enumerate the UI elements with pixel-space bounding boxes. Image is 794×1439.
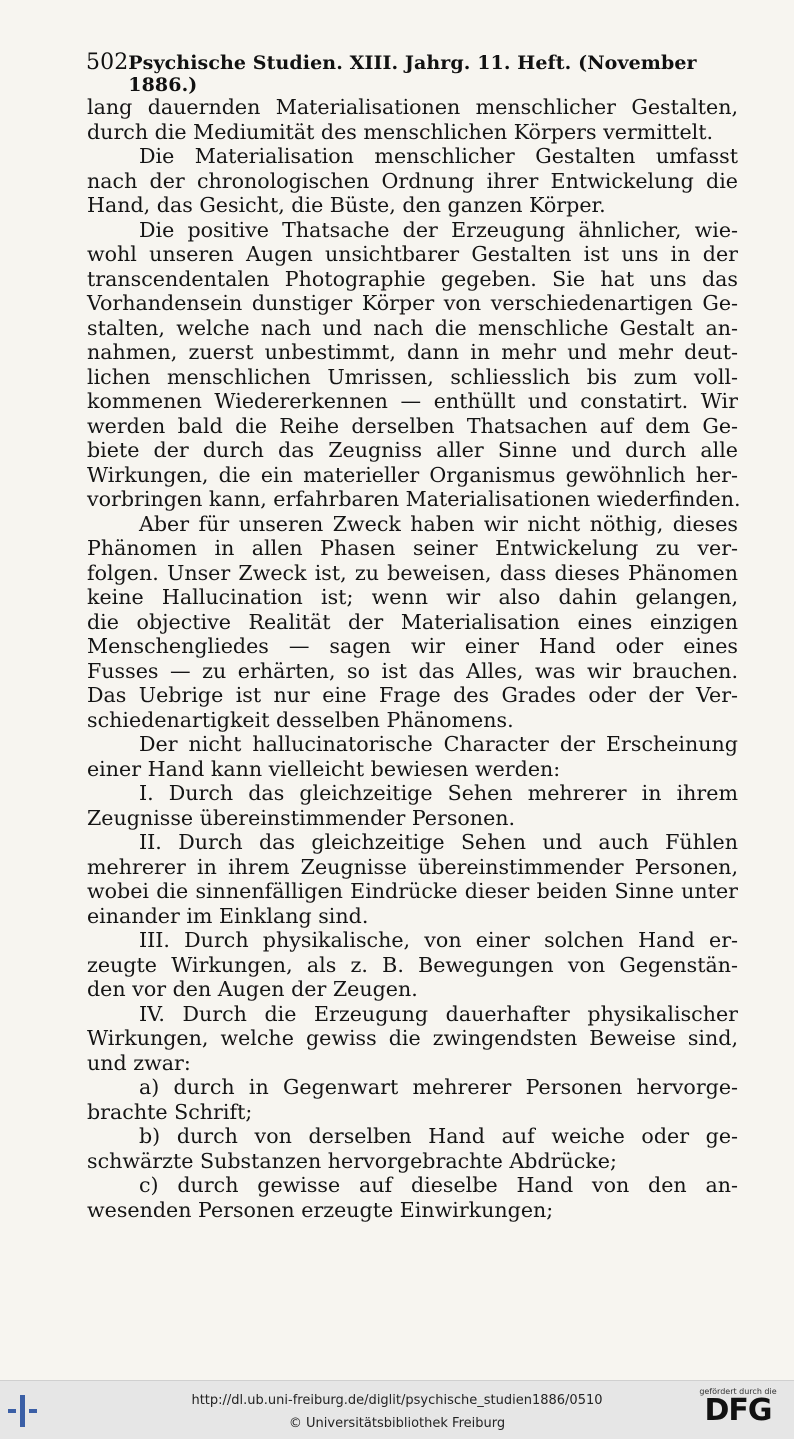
copyright-notice: © Universitätsbibliothek Freiburg [288, 1416, 506, 1431]
text-line: schwärzte Substanzen hervorgebrachte Abdrücke; [87, 1148, 617, 1173]
text-line: nahmen, zuerst unbestimmt, dann in mehr und mehr deut- [87, 340, 738, 364]
viewer-footer [0, 1380, 794, 1439]
text-line: brachte Schrift; [87, 1099, 253, 1124]
text-line: Menschengliedes — sagen wir einer Hand oder eines [87, 634, 738, 658]
text-line: II. Durch das gleichzeitige Sehen und auch Fühlen [139, 830, 738, 854]
text-line: keine Hallucination ist; wenn wir also dahin gelangen, [87, 585, 738, 609]
text-line: I. Durch das gleichzeitige Sehen mehrerer in ihrem [139, 781, 738, 805]
text-line: werden bald die Reihe derselben Thatsachen auf dem Ge- [87, 413, 738, 438]
text-line: biete der durch das Zeugniss aller Sinne und durch alle [87, 438, 738, 462]
text-line: schiedenartigkeit desselben Phänomens. [87, 707, 514, 732]
page-number: 502 [86, 50, 129, 75]
text-line: stalten, welche nach und nach die menschliche Gestalt an- [87, 315, 738, 340]
text-line: einander im Einklang sind. [87, 903, 369, 928]
text-line: kommenen Wiedererkennen — enthüllt und constatirt. Wir [87, 389, 738, 413]
text-line: lang dauernden Materialisationen menschlicher Gestalten, [87, 95, 738, 119]
text-line: durch die Mediumität des menschlichen Körpers vermittelt. [87, 119, 714, 144]
text-line: b) durch von derselben Hand auf weiche oder ge- [139, 1124, 738, 1148]
text-line: IV. Durch die Erzeugung dauerhafter physikalischer [139, 1001, 738, 1026]
text-line: transcendentalen Photographie gegeben. Sie hat uns das [87, 266, 738, 291]
text-line: und zwar: [87, 1050, 191, 1075]
dfg-logo-icon [694, 1387, 782, 1435]
text-line: wesenden Personen erzeugte Einwirkungen; [87, 1197, 554, 1222]
text-line: nach der chronologischen Ordnung ihrer Entwickelung die [87, 168, 738, 193]
text-line: Die positive Thatsache der Erzeugung ähnlicher, wie- [139, 217, 738, 242]
text-line: III. Durch physikalische, von einer solchen Hand er- [139, 928, 738, 952]
text-line: Der nicht hallucinatorische Character der Erscheinung [139, 732, 738, 756]
text-line: Wirkungen, die ein materieller Organismus gewöhnlich her- [87, 462, 738, 487]
text-line: Zeugnisse übereinstimmender Personen. [87, 805, 516, 830]
text-line: Die Materialisation menschlicher Gestalten umfasst [139, 144, 738, 168]
text-line: zeugte Wirkungen, als z. B. Bewegungen von Gegenstän- [87, 952, 738, 977]
text-line: Vorhandensein dunstiger Körper von verschiedenartigen Ge- [87, 291, 738, 315]
text-line: vorbringen kann, erfahrbaren Materialisationen wiederfinden. [87, 487, 741, 511]
permalink-url[interactable]: http://dl.ub.uni-freiburg.de/diglit/psychische_studien1886/0510 [191, 1393, 603, 1408]
text-line: lichen menschlichen Umrissen, schliesslich bis zum voll- [87, 364, 738, 389]
text-line: c) durch gewisse auf dieselbe Hand von den an- [139, 1173, 738, 1197]
text-line: mehrerer in ihrem Zeugnisse übereinstimmender Personen, [87, 854, 738, 879]
page-body [87, 95, 741, 1222]
text-line: Das Uebrige ist nur eine Frage des Grades oder der Ver- [87, 683, 738, 707]
text-line: Hand, das Gesicht, die Büste, den ganzen Körper. [87, 193, 606, 217]
text-line: Phänomen in allen Phasen seiner Entwickelung zu ver- [87, 536, 738, 560]
text-line: Wirkungen, welche gewiss die zwingendsten Beweise sind, [87, 1026, 738, 1050]
text-line: wobei die sinnenfälligen Eindrücke dieser beiden Sinne unter [87, 879, 738, 903]
text-line: Aber für unseren Zweck haben wir nicht nöthig, dieses [139, 511, 738, 536]
dfg-tagline: gefördert durch die [699, 1387, 777, 1396]
text-line: einer Hand kann vielleicht bewiesen werden: [87, 756, 561, 781]
running-title: Psychische Studien. XIII. Jahrg. 11. Heft. (November 1886.) [128, 52, 697, 96]
text-line: wohl unseren Augen unsichtbarer Gestalten ist uns in der [87, 242, 738, 266]
text-line: a) durch in Gegenwart mehrerer Personen hervorge- [139, 1075, 738, 1099]
running-header [86, 50, 738, 96]
text-line: folgen. Unser Zweck ist, zu beweisen, dass dieses Phänomen [87, 560, 738, 585]
text-line: die objective Realität der Materialisation eines einzigen [87, 609, 738, 634]
dfg-wordmark: DFG [704, 1393, 772, 1428]
text-line: den vor den Augen der Zeugen. [87, 977, 418, 1001]
text-line: Fusses — zu erhärten, so ist das Alles, was wir brauchen. [87, 658, 738, 683]
